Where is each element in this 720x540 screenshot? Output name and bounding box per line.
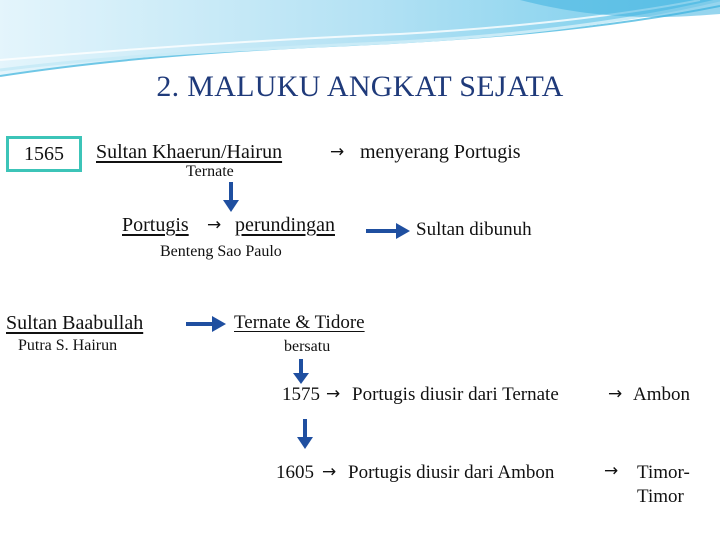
right-arrow-icon: →	[608, 384, 623, 404]
right-arrow-icon: →	[604, 461, 619, 481]
year-1605-label: 1605	[276, 462, 314, 483]
benteng-sao-paulo-sublabel: Benteng Sao Paulo	[160, 243, 282, 260]
timor-label-line1: Timor-	[637, 462, 690, 483]
block-arrow-icon	[223, 182, 239, 212]
ternate-tidore-label: Ternate & Tidore	[234, 312, 365, 333]
block-arrow-icon	[186, 316, 226, 332]
sultan-dibunuh-label: Sultan dibunuh	[416, 219, 532, 240]
right-arrow-icon: →	[326, 384, 341, 404]
right-arrow-icon: →	[322, 462, 337, 482]
block-arrow-icon	[366, 223, 410, 239]
right-arrow-icon: →	[207, 215, 222, 235]
sultan-baabullah-label: Sultan Baabullah	[6, 312, 144, 334]
menyerang-portugis-label: menyerang Portugis	[360, 141, 521, 163]
bersatu-sublabel: bersatu	[284, 338, 331, 355]
portugis-label: Portugis	[122, 214, 189, 236]
sultan-khaerun-label: Sultan Khaerun/Hairun	[96, 141, 283, 163]
diusir-ambon-label: Portugis diusir dari Ambon	[348, 462, 555, 483]
right-arrow-icon: →	[330, 142, 345, 162]
block-arrow-icon	[293, 359, 309, 384]
ternate-sublabel: Ternate	[186, 163, 234, 180]
ambon-label: Ambon	[633, 384, 690, 405]
timor-label-line2: Timor	[637, 486, 684, 507]
perundingan-label: perundingan	[235, 214, 335, 236]
diusir-ternate-label: Portugis diusir dari Ternate	[352, 384, 559, 405]
slide-title: 2. MALUKU ANGKAT SEJATA	[156, 70, 564, 103]
block-arrow-icon	[297, 419, 313, 449]
putra-hairun-sublabel: Putra S. Hairun	[18, 337, 118, 354]
year-1565-label: 1565	[24, 142, 64, 165]
year-1575-label: 1575	[282, 384, 320, 405]
